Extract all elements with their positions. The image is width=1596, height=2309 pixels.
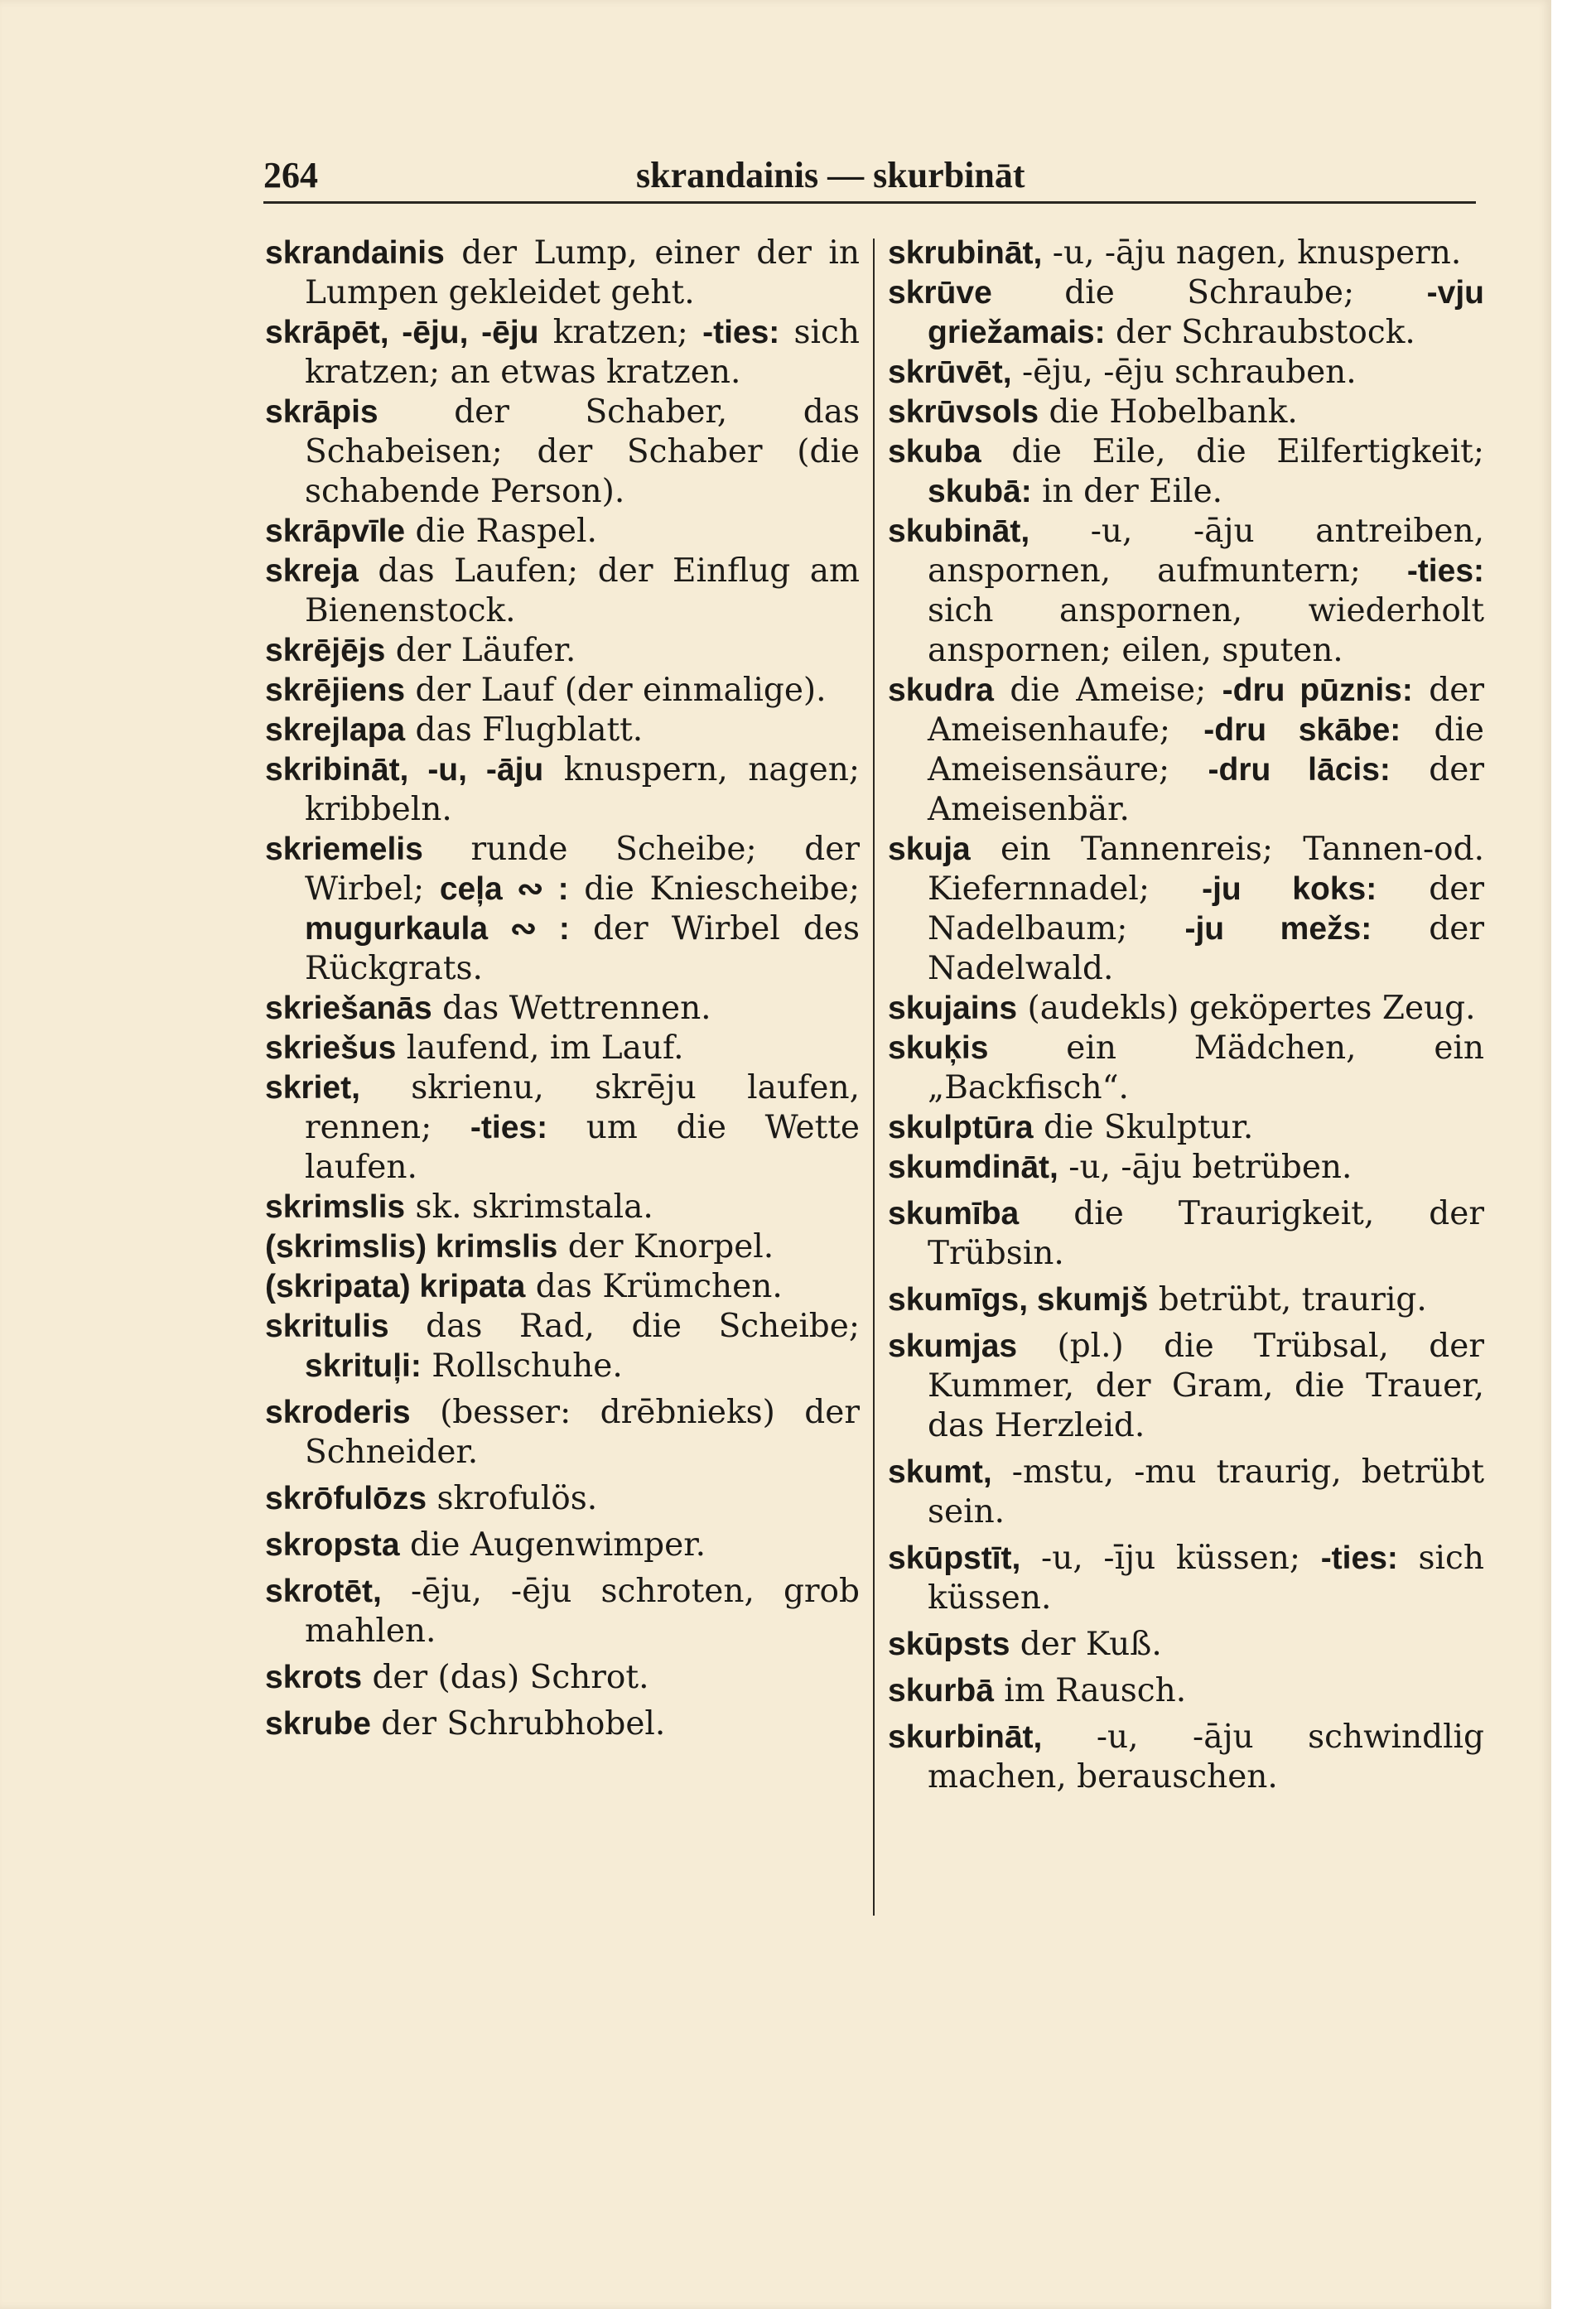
headword: -ju mežs: xyxy=(1184,911,1372,947)
definition: im Rausch. xyxy=(993,1672,1187,1709)
headword: skrots xyxy=(265,1660,363,1695)
headword: skumdināt, xyxy=(888,1150,1058,1185)
definition: die Eile, die Eilfertigkeit; xyxy=(981,433,1484,470)
definition: der Nadelbaum; xyxy=(928,870,1484,947)
definition: der Schraubstock. xyxy=(1105,314,1415,351)
definition: der Wirbel des Rückgrats. xyxy=(305,910,860,987)
headword: mugurkaula ∾ : xyxy=(305,911,570,947)
running-head: skrandainis — skurbināt xyxy=(636,155,1025,195)
definition: in der Eile. xyxy=(1031,473,1223,510)
dictionary-entry xyxy=(888,989,1484,1029)
dictionary-entry xyxy=(265,1572,860,1651)
definition: laufend, im Lauf. xyxy=(396,1029,684,1067)
dictionary-entry xyxy=(888,432,1484,512)
dictionary-entry xyxy=(265,1526,860,1565)
headword: -dru pūznis: xyxy=(1222,672,1413,708)
definition: -u, -āju nagen, knuspern. xyxy=(1042,234,1462,272)
definition: der Nadelwald. xyxy=(928,910,1484,987)
headword: skujains xyxy=(888,991,1018,1026)
headword: skūpstīt, xyxy=(888,1540,1021,1576)
dictionary-entry xyxy=(265,750,860,830)
headword: skritulis xyxy=(265,1309,389,1344)
dictionary-entry xyxy=(888,1148,1484,1188)
headword: (skrimslis) krimslis xyxy=(265,1229,558,1265)
page-number: 264 xyxy=(263,155,318,195)
headword: -ties: xyxy=(1406,553,1484,589)
headword: skumjas xyxy=(888,1328,1018,1364)
dictionary-entry xyxy=(265,1704,860,1744)
dictionary-entry xyxy=(265,234,860,313)
dictionary-entry xyxy=(265,1227,860,1267)
headword: skubā: xyxy=(928,474,1032,509)
definition: der Lump, einer der in Lumpen gekleidet geht. xyxy=(305,234,860,311)
dictionary-entry xyxy=(265,1188,860,1227)
definition: die Hobelbank. xyxy=(1039,393,1298,431)
definition: das Krümchen. xyxy=(525,1268,783,1305)
headword: skumība xyxy=(888,1196,1020,1232)
definition: -mstu, -mu traurig, betrübt sein. xyxy=(928,1453,1484,1530)
dictionary-entry xyxy=(265,552,860,631)
dictionary-entry xyxy=(265,1068,860,1188)
headword: skrāpis xyxy=(265,394,379,430)
dictionary-entry xyxy=(265,1029,860,1068)
headword: skroderis xyxy=(265,1395,411,1430)
definition: das Laufen; der Einflug am Bienenstock. xyxy=(305,552,860,629)
definition: das Rad, die Scheibe; xyxy=(388,1308,860,1345)
headword: skrējējs xyxy=(265,633,386,668)
definition: Rollschuhe. xyxy=(421,1347,623,1385)
headword: skrējiens xyxy=(265,672,406,708)
dictionary-entry xyxy=(888,1453,1484,1532)
dictionary-entry xyxy=(265,1267,860,1307)
dictionary-entry xyxy=(888,1625,1484,1665)
dictionary-entry xyxy=(888,273,1484,353)
headword: ceļa ∾ : xyxy=(439,871,569,907)
headword: skrotēt, xyxy=(265,1574,382,1609)
headword: skudra xyxy=(888,672,994,708)
left-column xyxy=(265,234,860,1744)
definition: -ēju, -ēju schroten, grob mahlen. xyxy=(305,1573,860,1650)
definition: kratzen; xyxy=(538,314,703,351)
definition: ein Tannenreis; Tannen-od. Kiefernnadel; xyxy=(928,831,1484,908)
column-divider xyxy=(873,239,875,1916)
headword: skumīgs, skumjš xyxy=(888,1282,1149,1318)
definition: sich küssen. xyxy=(928,1540,1484,1617)
headword: skreja xyxy=(265,553,359,589)
dictionary-entry xyxy=(265,1658,860,1698)
dictionary-entry xyxy=(888,512,1484,671)
dictionary-entry xyxy=(888,1194,1484,1274)
headword: skrūvēt, xyxy=(888,354,1012,390)
definition: betrübt, traurig. xyxy=(1148,1281,1427,1318)
definition: knuspern, nagen; kribbeln. xyxy=(305,751,860,828)
definition: um die Wette laufen. xyxy=(305,1109,860,1186)
headword: skurbā xyxy=(888,1673,994,1709)
headword: skrūve xyxy=(888,275,992,311)
headword: skriemelis xyxy=(265,832,423,867)
definition: die Schraube; xyxy=(991,274,1427,311)
headword: -ties: xyxy=(1320,1540,1398,1576)
definition: die Raspel. xyxy=(405,513,597,550)
headword: -ties: xyxy=(702,315,780,350)
definition: sich anspornen, wiederholt anspornen; eilen, sputen. xyxy=(928,592,1484,669)
dictionary-entry xyxy=(265,989,860,1029)
page-header xyxy=(263,154,1473,200)
headword: skrandainis xyxy=(265,235,445,271)
headword: skuķis xyxy=(888,1030,989,1066)
headword: skrōfulōzs xyxy=(265,1481,427,1516)
right-column xyxy=(888,234,1484,1797)
definition: (audekls) geköpertes Zeug. xyxy=(1017,990,1476,1027)
headword: (skripata) kripata xyxy=(265,1269,526,1304)
dictionary-entry xyxy=(888,1718,1484,1797)
definition: die Augenwimper. xyxy=(399,1526,706,1564)
definition: -u, -īju küssen; xyxy=(1020,1540,1321,1577)
header-rule xyxy=(263,201,1476,204)
definition: -u, -āju schwindlig machen, berauschen. xyxy=(928,1718,1484,1796)
headword: skrūvsols xyxy=(888,394,1039,430)
definition: der Läufer. xyxy=(385,632,576,669)
definition: die Skulptur. xyxy=(1033,1109,1254,1146)
definition: (besser: drēbnieks) der Schneider. xyxy=(305,1394,860,1471)
headword: skumt, xyxy=(888,1454,992,1490)
definition: skrofulös. xyxy=(427,1480,598,1517)
definition: der Ameisenhaufe; xyxy=(928,672,1484,749)
headword: skriet, xyxy=(265,1070,360,1106)
dictionary-entry xyxy=(888,1029,1484,1108)
headword: -dru lācis: xyxy=(1208,752,1391,788)
headword: skropsta xyxy=(265,1527,400,1563)
headword: skūpsts xyxy=(888,1627,1010,1662)
headword: -ju koks: xyxy=(1202,871,1377,907)
dictionary-entry xyxy=(888,353,1484,393)
dictionary-entry xyxy=(265,671,860,711)
dictionary-entry xyxy=(265,1307,860,1386)
headword: skrube xyxy=(265,1706,371,1742)
dictionary-entry xyxy=(888,830,1484,989)
definition: runde Scheibe; der Wirbel; xyxy=(305,831,860,908)
dictionary-entry xyxy=(888,234,1484,273)
definition: der (das) Schrot. xyxy=(362,1659,649,1696)
dictionary-entry xyxy=(888,1671,1484,1711)
definition: der Schrubhobel. xyxy=(370,1705,666,1743)
headword: skurbināt, xyxy=(888,1719,1043,1755)
definition: sich kratzen; an etwas kratzen. xyxy=(305,314,860,391)
dictionary-entry xyxy=(265,1479,860,1519)
definition: skrienu, skrēju laufen, rennen; xyxy=(305,1069,860,1146)
definition: die Ameise; xyxy=(993,672,1222,709)
dictionary-entry xyxy=(888,1280,1484,1320)
definition: -u, -āju antreiben, anspornen, aufmuntern; xyxy=(928,513,1484,590)
headword: skrimslis xyxy=(265,1189,406,1225)
definition: die Traurigkeit, der Trübsin. xyxy=(928,1195,1484,1272)
definition: der Knorpel. xyxy=(557,1228,774,1265)
dictionary-entry xyxy=(888,671,1484,830)
headword: skrāpvīle xyxy=(265,513,406,549)
definition: der Ameisenbär. xyxy=(928,751,1484,828)
dictionary-entry xyxy=(888,1327,1484,1446)
headword: skribināt, -u, -āju xyxy=(265,752,544,788)
definition: der Lauf (der einmalige). xyxy=(405,672,827,709)
dictionary-entry xyxy=(265,631,860,671)
headword: skuba xyxy=(888,434,981,470)
definition: das Wettrennen. xyxy=(432,990,711,1027)
headword: skriešanās xyxy=(265,991,432,1026)
definition: die Kniescheibe; xyxy=(568,870,860,908)
definition: ein Mädchen, ein „Backfisch“. xyxy=(928,1029,1484,1106)
headword: skrejlapa xyxy=(265,712,406,748)
headword: skulptūra xyxy=(888,1110,1034,1145)
definition: (pl.) die Trübsal, der Kummer, der Gram, die Trauer, das Herzleid. xyxy=(928,1328,1484,1444)
definition: der Schaber, das Schabeisen; der Schaber (die schabende Person). xyxy=(305,393,860,510)
definition: -u, -āju betrüben. xyxy=(1058,1149,1353,1186)
definition: die Ameisensäure; xyxy=(928,711,1485,788)
headword: -ties: xyxy=(470,1110,548,1145)
headword: skubināt, xyxy=(888,513,1030,549)
headword: -dru skābe: xyxy=(1203,712,1401,748)
dictionary-entry xyxy=(265,1393,860,1473)
headword: -vju griežamais: xyxy=(928,275,1484,350)
dictionary-entry xyxy=(265,830,860,989)
definition: das Flugblatt. xyxy=(405,711,644,749)
definition: der Kuß. xyxy=(1010,1626,1162,1663)
dictionary-entry xyxy=(888,393,1484,432)
dictionary-entry xyxy=(888,1539,1484,1618)
dictionary-entry xyxy=(265,711,860,750)
dictionary-entry xyxy=(265,512,860,552)
headword: skriešus xyxy=(265,1030,397,1066)
headword: skrubināt, xyxy=(888,235,1043,271)
headword: skrāpēt, -ēju, -ēju xyxy=(265,315,539,350)
dictionary-entry xyxy=(265,393,860,512)
dictionary-entry xyxy=(265,313,860,393)
definition: -ēju, -ēju schrauben. xyxy=(1011,354,1357,391)
headword: skuja xyxy=(888,832,971,867)
dictionary-entry xyxy=(888,1108,1484,1148)
definition: sk. skrimstala. xyxy=(405,1188,653,1226)
headword: skrituļi: xyxy=(305,1348,422,1384)
